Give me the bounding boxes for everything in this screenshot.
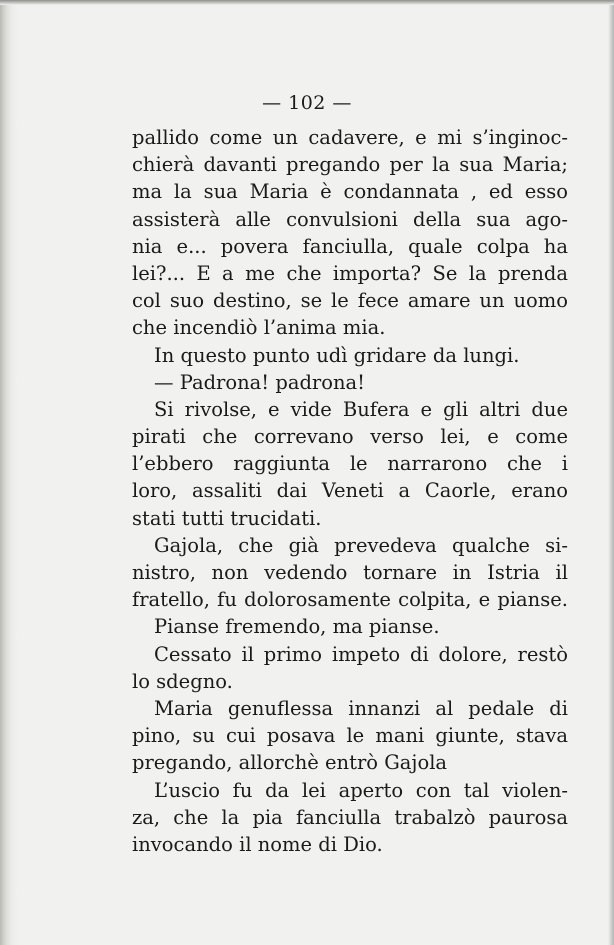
text-line: l’ebbero raggiunta le narrarono che i <box>132 452 568 476</box>
text-line: Pianse fremendo, ma pianse. <box>154 615 440 639</box>
text-line: lei?... E a me che importa? Se la prenda <box>132 261 568 285</box>
text-line: Gajola, che già prevedeva qualche si- <box>154 533 568 557</box>
text-line: za, che la pia fanciulla trabalzò paurosa <box>132 805 568 829</box>
page-binding-shadow <box>0 0 18 945</box>
text-line: pino, su cui posava le mani giunte, stava <box>132 724 568 748</box>
text-line: invocando il nome di Dio. <box>132 832 383 856</box>
text-line: che incendiò l’anima mia. <box>132 316 386 340</box>
text-line: pirati che correvano verso lei, e come <box>132 425 568 449</box>
text-line: In questo punto udì gridare da lungi. <box>154 343 520 367</box>
text-line: pallido come un cadavere, e mi s’inginoc- <box>132 126 568 149</box>
text-line: stati tutti trucidati. <box>132 506 322 530</box>
text-line: — Padrona! padrona! <box>154 370 366 394</box>
text-line: Maria genuflessa innanzi al pedale di <box>154 696 568 720</box>
page-edge-right <box>608 0 614 945</box>
page-number-header: — 102 — <box>262 92 352 114</box>
text-line: fratello, fu dolorosamente colpita, e pianse. <box>132 588 568 612</box>
text-line: lo sdegno. <box>132 669 233 693</box>
text-line: col suo destino, se le fece amare un uomo <box>132 289 568 313</box>
text-line: loro, assaliti dai Veneti a Caorle, erano <box>132 479 568 503</box>
text-line: nistro, non vedendo tornare in Istria il <box>132 561 568 584</box>
text-line: chierà davanti pregando per la sua Maria; <box>132 153 568 177</box>
text-line: assisterà alle convulsioni della sua ago- <box>132 207 568 231</box>
page-edge-top <box>0 0 614 5</box>
text-line: Cessato il primo impeto di dolore, restò <box>154 642 568 666</box>
text-line: Si rivolse, e vide Bufera e gli altri due <box>154 397 568 421</box>
text-line: pregando, allorchè entrò Gajola <box>132 751 448 775</box>
text-line: L’uscio fu da lei aperto con tal violen- <box>154 778 568 802</box>
text-line: nia e... povera fanciulla, quale colpa ha <box>132 234 568 258</box>
body-text <box>132 124 568 858</box>
text-line: ma la sua Maria è condannata , ed esso <box>132 180 568 204</box>
